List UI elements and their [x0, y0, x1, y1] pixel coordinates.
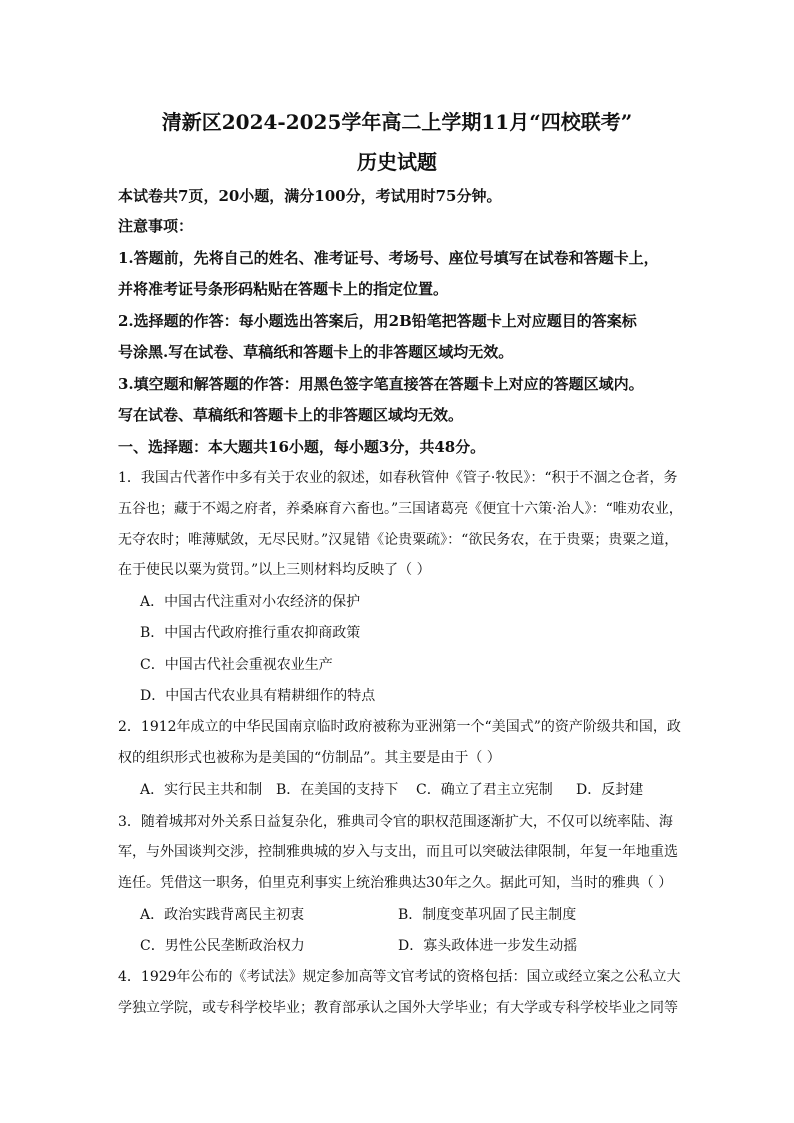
question-1-option-d: D．中国古代农业具有精耕细作的特点 [140, 688, 376, 704]
question-1-option-a: A．中国古代注重对小农经济的保护 [140, 594, 361, 610]
question-2-option-b: B．在美国的支持下 [276, 782, 399, 798]
question-3-line-2: 军，与外国谈判交涉，控制雅典城的岁入与支出，而且可以突破法律限制，年复一年地重选 [118, 844, 678, 860]
question-2-option-d: D．反封建 [576, 782, 644, 798]
question-1-line-4: 在于使民以粟为赏罚。”以上三则材料均反映了（ ） [118, 562, 431, 578]
question-3-option-c: C．男性公民垄断政治权力 [140, 938, 305, 954]
section-1-heading: 一、选择题：本大题共16小题，每小题3分，共48分。 [118, 438, 486, 456]
question-2-option-a: A．实行民主共和制 [140, 782, 263, 798]
note-1-line-2: 并将准考证号条形码粘贴在答题卡上的指定位置。 [118, 280, 449, 298]
question-4-line-2: 学独立学院，或专科学校毕业；教育部承认之国外大学毕业；有大学或专科学校毕业之同等 [118, 1000, 678, 1016]
exam-subtitle: 历史试题 [357, 150, 437, 174]
note-2-line-2: 号涂黑.写在试卷、草稿纸和答题卡上的非答题区域均无效。 [118, 343, 514, 361]
notes-heading: 注意事项： [118, 217, 194, 235]
question-4-line-1: 4．1929年公布的《考试法》规定参加高等文官考试的资格包括：国立或经立案之公私立大 [118, 969, 681, 985]
question-1-option-b: B．中国古代政府推行重农抑商政策 [140, 625, 361, 641]
question-1-option-c: C．中国古代社会重视农业生产 [140, 657, 333, 673]
question-1-line-3: 无夺农时；唯薄赋敛，无尽民财。”汉晁错《论贵粟疏》：“欲民务农，在于贵粟；贵粟之道， [118, 532, 679, 548]
exam-title: 清新区2024-2025学年高二上学期11月“四校联考” [161, 110, 633, 134]
question-2-line-2: 权的组织形式也被称为是美国的“仿制品”。其主要是由于（ ） [118, 750, 501, 766]
question-3-line-3: 连任。凭借这一职务，伯里克利事实上统治雅典达30年之久。据此可知，当时的雅典（ ） [118, 875, 673, 891]
question-1-line-1: 1．我国古代著作中多有关于农业的叙述，如春秋管仲《管子·牧民》：“积于不涸之仓者，务 [118, 470, 678, 486]
question-3-line-1: 3．随着城邦对外关系日益复杂化，雅典司令官的职权范围逐渐扩大，不仅可以统率陆、海 [118, 814, 673, 830]
question-3-option-b: B．制度变革巩固了民主制度 [398, 907, 577, 923]
note-3-line-2: 写在试卷、草稿纸和答题卡上的非答题区域均无效。 [118, 406, 464, 424]
question-3-option-a: A．政治实践背离民主初衷 [140, 907, 305, 923]
exam-summary: 本试卷共7页，20小题，满分100分，考试用时75分钟。 [118, 187, 502, 205]
note-1-line-1: 1.答题前，先将自己的姓名、准考证号、考场号、座位号填写在试卷和答题卡上， [118, 249, 659, 267]
question-2-line-1: 2．1912年成立的中华民国南京临时政府被称为亚洲第一个“美国式”的资产阶级共和国，政 [118, 719, 681, 735]
question-3-option-d: D．寡头政体进一步发生动摇 [398, 938, 578, 954]
note-2-line-1: 2.选择题的作答：每小题选出答案后，用2B铅笔把答题卡上对应题目的答案标 [118, 312, 637, 330]
question-2-option-c: C．确立了君主立宪制 [416, 782, 553, 798]
note-3-line-1: 3.填空题和解答题的作答：用黑色签字笔直接答在答题卡上对应的答题区域内。 [118, 375, 644, 393]
question-1-line-2: 五谷也；藏于不竭之府者，养桑麻育六畜也。”三国诸葛亮《便宜十六策·治人》：“唯劝农业， [118, 501, 683, 517]
